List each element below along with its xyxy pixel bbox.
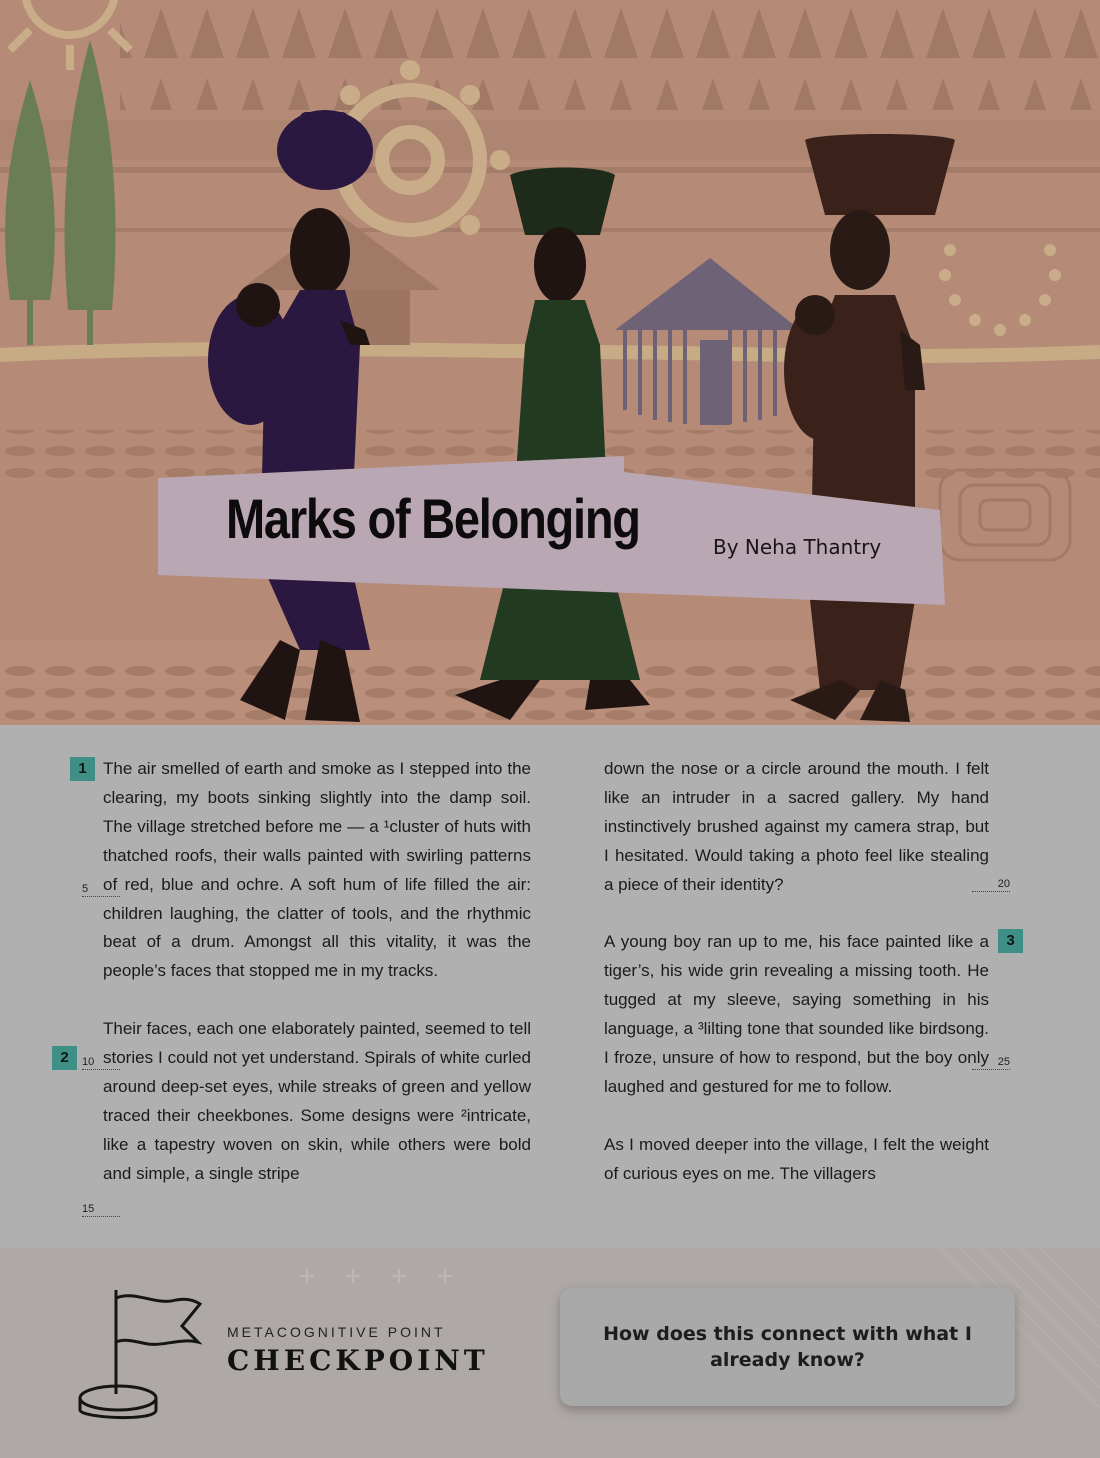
paragraph-1: The air smelled of earth and smoke as I stepped into the clearing, my boots sinking slightly into the damp soil. The village stretched before me — a ¹cluster of huts with thatched roofs, their walls painted with swirling patterns of red, blue and ochre. A soft hum of life filled the air: children laughing, the clatter of tools, and the rhythmic beat of a drum. Amongst all this vitality, it was the people’s faces that stopped me in my tracks.	[103, 759, 531, 981]
checkpoint-question-box	[560, 1288, 1015, 1406]
text-column-left	[103, 755, 531, 1189]
paragraph-2: Their faces, each one elaborately painted, seemed to tell stories I could not yet understand. Spirals of white curled around deep-set eyes, while streaks of green and yellow traced their cheekbones. Some designs were ²intricate, like a tapestry woven on skin, while others were bold and simple, a single stripe	[103, 1019, 531, 1183]
line-number: 20	[972, 877, 1010, 892]
checkpoint-label: METACOGNITIVE POINT	[227, 1324, 446, 1340]
page-title: Marks of Belonging	[226, 487, 640, 550]
paragraph-2-continued: down the nose or a circle around the mouth. I felt like an intruder in a sacred gallery. My hand instinctively brushed against my camera strap, but I hesitated. Would taking a photo feel like stealing a piece of their identity?	[604, 759, 989, 894]
checkpoint-title: CHECKPOINT	[227, 1344, 489, 1377]
line-number: 10	[82, 1055, 120, 1070]
hero-illustration	[0, 0, 1100, 725]
flag-icon	[76, 1286, 206, 1426]
metacognitive-checkpoint	[0, 1248, 1100, 1458]
line-number: 15	[82, 1202, 120, 1217]
byline: By Neha Thantry	[713, 535, 882, 559]
article-body	[0, 725, 1100, 1248]
title-band	[0, 0, 1100, 725]
line-number: 5	[82, 882, 120, 897]
line-number: 25	[972, 1055, 1010, 1070]
text-column-right	[604, 755, 989, 1189]
paragraph-4: As I moved deeper into the village, I felt the weight of curious eyes on me. The villagers	[604, 1134, 989, 1183]
paragraph-3: A young boy ran up to me, his face painted like a tiger’s, his wide grin revealing a missing tooth. He tugged at my sleeve, saying something in his language, a ³lilting tone that sounded like birdsong. I froze, unsure of how to respond, but the boy only laughed and gestured for me to follow.	[604, 932, 989, 1096]
checkpoint-question: How does this connect with what I already know?	[603, 1323, 972, 1371]
paragraph-number-badge: 1	[70, 757, 95, 781]
paragraph-number-badge: 2	[52, 1046, 77, 1070]
paragraph-number-badge: 3	[998, 929, 1023, 953]
